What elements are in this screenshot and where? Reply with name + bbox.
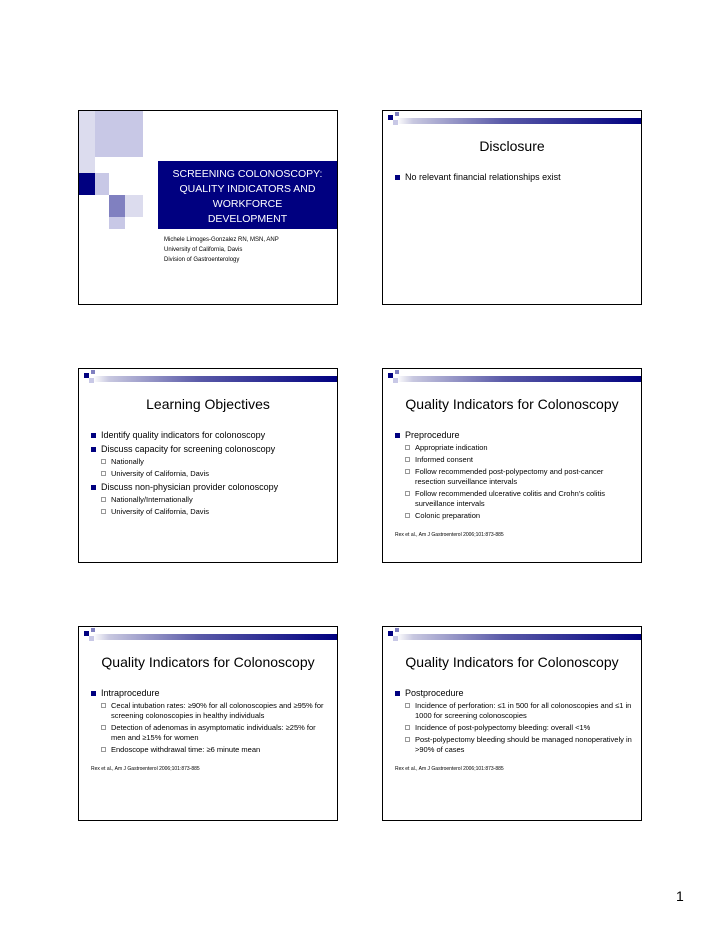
corner-square-icon [395,628,399,632]
decor-square [79,173,95,195]
decor-square [79,111,95,173]
sub-bullet-box-icon [101,459,106,464]
sub-bullet-item: Incidence of post-polypectomy bleeding: overall <1% [395,723,635,733]
sub-bullet-item: Appropriate indication [395,443,635,453]
citation: Rex et al., Am J Gastroenterol 2006;101:873-885 [395,532,504,538]
bullet-square-icon [91,485,96,490]
decor-square [95,173,109,195]
sub-bullet-item: Endoscope withdrawal time: ≥6 minute mean [91,745,331,755]
sub-bullet-box-icon [101,497,106,502]
slide-heading: Learning Objectives [146,396,270,412]
corner-square-icon [393,120,398,125]
author-block [164,235,279,265]
sub-bullet-item: Post-polypectomy bleeding should be managed nonoperatively in >90% of cases [395,735,635,755]
bullet-item: No relevant financial relationships exist [395,171,635,184]
header-bar [79,634,337,640]
corner-square-icon [89,636,94,641]
slide-title-slide [78,110,338,305]
slide-learning-objectives [78,368,338,563]
sub-bullet-item: Follow recommended post-polypectomy and post-cancer resection surveillance intervals [395,467,635,487]
bullet-item: Intraprocedure [91,687,331,700]
sub-bullet-box-icon [405,469,410,474]
presentation-title: SCREENING COLONOSCOPY: QUALITY INDICATORS AND WORKFORCE DEVELOPMENT [172,168,323,225]
bullet-item: Preprocedure [395,429,635,442]
sub-bullet-box-icon [405,513,410,518]
corner-square-icon [393,636,398,641]
slide-quality-intraprocedure [78,626,338,821]
citation: Rex et al., Am J Gastroenterol 2006;101:873-885 [91,766,200,772]
slide-quality-preprocedure [382,368,642,563]
corner-square-icon [395,370,399,374]
bullet-item: Discuss non-physician provider colonoscopy [91,481,331,494]
bullet-square-icon [395,175,400,180]
author-division: Division of Gastroenterology [164,257,240,263]
sub-bullet-box-icon [101,509,106,514]
slide-heading: Quality Indicators for Colonoscopy [405,654,619,670]
decor-square [125,195,143,217]
decor-square [109,195,125,217]
bullet-item: Postprocedure [395,687,635,700]
sub-bullet-item: University of California, Davis [91,469,331,479]
sub-bullet-box-icon [101,703,106,708]
sub-bullet-item: Nationally/Internationally [91,495,331,505]
slide-quality-postprocedure [382,626,642,821]
corner-square-icon [393,378,398,383]
header-bar [383,634,641,640]
author-name: Michele Limoges-Gonzalez RN, MSN, ANP [164,237,279,243]
sub-bullet-item: Cecal intubation rates: ≥90% for all colonoscopies and ≥95% for screening colonoscopies in healthy individuals [91,701,331,721]
sub-bullet-box-icon [405,445,410,450]
sub-bullet-item: Follow recommended ulcerative colitis and Crohn’s colitis surveillance intervals [395,489,635,509]
bullet-square-icon [91,447,96,452]
sub-bullet-box-icon [405,737,410,742]
sub-bullet-box-icon [101,471,106,476]
sub-bullet-item: Nationally [91,457,331,467]
sub-bullet-box-icon [405,703,410,708]
page-number: 1 [676,888,684,904]
slide-heading: Disclosure [479,138,545,154]
header-bar [79,376,337,382]
sub-bullet-box-icon [405,457,410,462]
corner-square-icon [395,112,399,116]
corner-square-icon [89,378,94,383]
sub-bullet-box-icon [101,725,106,730]
corner-square-icon [91,370,95,374]
decor-square [95,111,143,157]
sub-bullet-item: Informed consent [395,455,635,465]
author-affiliation: University of California, Davis [164,247,243,253]
slide-heading: Quality Indicators for Colonoscopy [101,654,315,670]
bullet-square-icon [91,691,96,696]
slide-heading: Quality Indicators for Colonoscopy [405,396,619,412]
sub-bullet-box-icon [405,725,410,730]
bullet-square-icon [91,433,96,438]
citation: Rex et al., Am J Gastroenterol 2006;101:873-885 [395,766,504,772]
slide-disclosure [382,110,642,305]
sub-bullet-item: Detection of adenomas in asymptomatic individuals: ≥25% for men and ≥15% for women [91,723,331,743]
sub-bullet-item: Incidence of perforation: ≤1 in 500 for all colonoscopies and ≤1 in 1000 for screening colonoscopies [395,701,635,721]
header-bar [383,118,641,124]
header-bar [383,376,641,382]
sub-bullet-item: University of California, Davis [91,507,331,517]
bullet-square-icon [395,433,400,438]
sub-bullet-box-icon [101,747,106,752]
bullet-item: Discuss capacity for screening colonoscopy [91,443,331,456]
corner-square-icon [91,628,95,632]
decor-square [109,217,125,229]
sub-bullet-box-icon [405,491,410,496]
bullet-square-icon [395,691,400,696]
sub-bullet-item: Colonic preparation [395,511,635,521]
bullet-item: Identify quality indicators for colonoscopy [91,429,331,442]
